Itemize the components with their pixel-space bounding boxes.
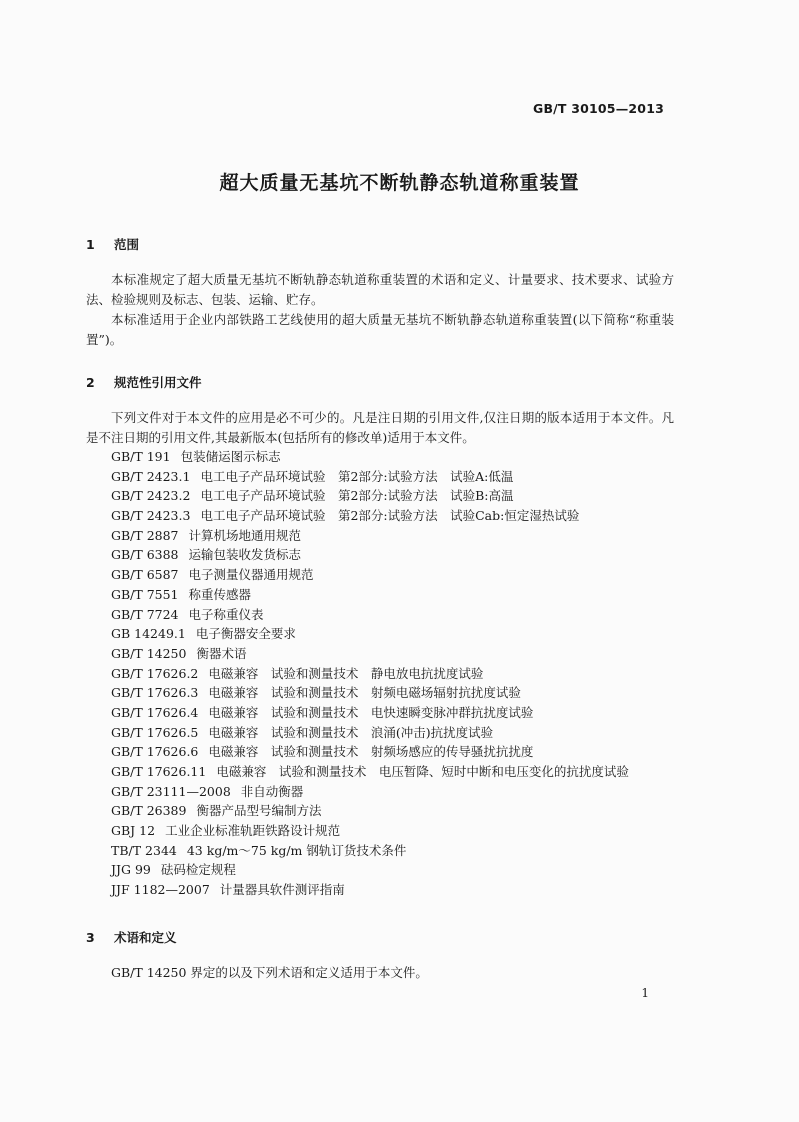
reference-code: GB/T 14250: [111, 645, 187, 661]
reference-title: 计量器具软件测评指南: [219, 882, 345, 898]
section-2-heading: [86, 373, 202, 391]
reference-code: GB/T 7724: [111, 606, 179, 622]
reference-code: GB/T 2423.3: [111, 508, 191, 524]
reference-title: 包装储运图示标志: [180, 449, 281, 464]
reference-code: GB/T 6587: [111, 567, 179, 583]
reference-code: GB/T 7551: [111, 586, 179, 602]
reference-item: [111, 703, 629, 723]
reference-title: 电磁兼容 试验和测量技术 射频电磁场辐射抗扰度试验: [208, 685, 521, 701]
reference-code: TB/T 2344: [111, 842, 177, 858]
reference-code: GB/T 2887: [111, 527, 179, 543]
reference-item: [111, 565, 629, 585]
page-number: 1: [641, 986, 649, 1000]
section-3-title: 术语和定义: [114, 930, 177, 945]
reference-title: 衡器产品型号编制方法: [196, 803, 322, 819]
reference-title: 称重传感器: [188, 586, 252, 602]
reference-item: [111, 801, 629, 821]
reference-title: 电磁兼容 试验和测量技术 电快速瞬变脉冲群抗扰度试验: [208, 704, 534, 720]
reference-code: GB/T 17626.6: [111, 744, 199, 760]
reference-item: [111, 782, 629, 802]
reference-title: 砝码检定规程: [160, 862, 236, 878]
reference-list: [111, 447, 629, 900]
reference-code: GB/T 17626.11: [111, 764, 207, 779]
reference-code: GBJ 12: [111, 823, 156, 839]
reference-item: [111, 821, 629, 841]
reference-code: JJG 99: [111, 862, 151, 878]
section-1-paragraph-1: 本标准规定了超大质量无基坑不断轨静态轨道称重装置的术语和定义、计量要求、技术要求、试验方法、检验规则及标志、包装、运输、贮存。: [86, 272, 674, 307]
reference-item: [111, 605, 629, 625]
section-1-title: 范围: [114, 237, 140, 252]
reference-code: GB/T 23111—2008: [111, 783, 231, 799]
reference-item: [111, 486, 629, 506]
reference-item: [111, 624, 629, 644]
reference-item: [111, 447, 629, 467]
reference-code: GB/T 17626.3: [111, 685, 199, 701]
reference-title: 计算机场地通用规范: [188, 527, 302, 543]
reference-item: [111, 526, 629, 546]
reference-item: [111, 860, 629, 880]
section-2-intro: 下列文件对于本文件的应用是必不可少的。凡是注日期的引用文件,仅注日期的版本适用于本文件。凡是不注日期的引用文件,其最新版本(包括所有的修改单)适用于本文件。: [86, 410, 674, 445]
reference-item: [111, 762, 629, 782]
reference-title: 电磁兼容 试验和测量技术 浪涌(冲击)抗扰度试验: [208, 724, 494, 740]
reference-title: 运输包装收发货标志: [188, 547, 302, 563]
reference-title: 衡器术语: [196, 645, 247, 661]
section-1-number: 1: [86, 237, 95, 252]
reference-item: [111, 506, 629, 526]
reference-item: [111, 742, 629, 762]
section-3-number: 3: [86, 930, 95, 945]
reference-title: 非自动衡器: [240, 783, 304, 799]
reference-item: [111, 585, 629, 605]
reference-code: GB/T 6388: [111, 547, 179, 563]
reference-code: GB/T 191: [111, 449, 171, 464]
reference-item: [111, 841, 629, 861]
reference-item: [111, 880, 629, 900]
reference-item: [111, 467, 629, 487]
reference-item: [111, 644, 629, 664]
section-3-paragraph-1: GB/T 14250 界定的以及下列术语和定义适用于本文件。: [111, 965, 428, 980]
reference-title: 工业企业标准轨距铁路设计规范: [165, 823, 341, 839]
reference-item: [111, 683, 629, 703]
reference-title: 电磁兼容 试验和测量技术 静电放电抗扰度试验: [208, 665, 484, 681]
reference-code: GB/T 2423.2: [111, 488, 191, 504]
reference-title: 电磁兼容 试验和测量技术 射频场感应的传导骚扰抗扰度: [208, 744, 534, 760]
reference-code: GB/T 26389: [111, 803, 187, 819]
section-3-heading: [86, 928, 177, 946]
reference-title: 电子衡器安全要求: [195, 626, 296, 642]
reference-code: GB/T 17626.5: [111, 724, 199, 740]
page-title: 超大质量无基坑不断轨静态轨道称重装置: [219, 172, 580, 194]
reference-item: [111, 545, 629, 565]
reference-title: 电工电子产品环境试验 第2部分:试验方法 试验Cab:恒定湿热试验: [200, 508, 580, 524]
section-2-number: 2: [86, 375, 95, 390]
reference-title: 电子称重仪表: [188, 606, 264, 622]
reference-title: 43 kg/m～75 kg/m 钢轨订货技术条件: [186, 842, 407, 858]
section-1-paragraph-2: 本标准适用于企业内部铁路工艺线使用的超大质量无基坑不断轨静态轨道称重装置(以下简称“称重装置”)。: [86, 312, 674, 347]
reference-title: 电工电子产品环境试验 第2部分:试验方法 试验A:低温: [200, 468, 514, 484]
reference-title: 电磁兼容 试验和测量技术 电压暂降、短时中断和电压变化的抗扰度试验: [216, 764, 629, 779]
reference-title: 电子测量仪器通用规范: [188, 567, 314, 583]
standard-code: GB/T 30105—2013: [532, 101, 664, 116]
reference-code: JJF 1182—2007: [111, 882, 210, 898]
section-1-heading: [86, 235, 139, 253]
section-2-title: 规范性引用文件: [114, 375, 202, 390]
reference-code: GB/T 2423.1: [111, 468, 191, 484]
reference-title: 电工电子产品环境试验 第2部分:试验方法 试验B:高温: [200, 488, 514, 504]
reference-code: GB/T 17626.2: [111, 665, 199, 681]
reference-code: GB 14249.1: [111, 626, 186, 642]
reference-code: GB/T 17626.4: [111, 704, 199, 720]
reference-item: [111, 723, 629, 743]
reference-item: [111, 664, 629, 684]
